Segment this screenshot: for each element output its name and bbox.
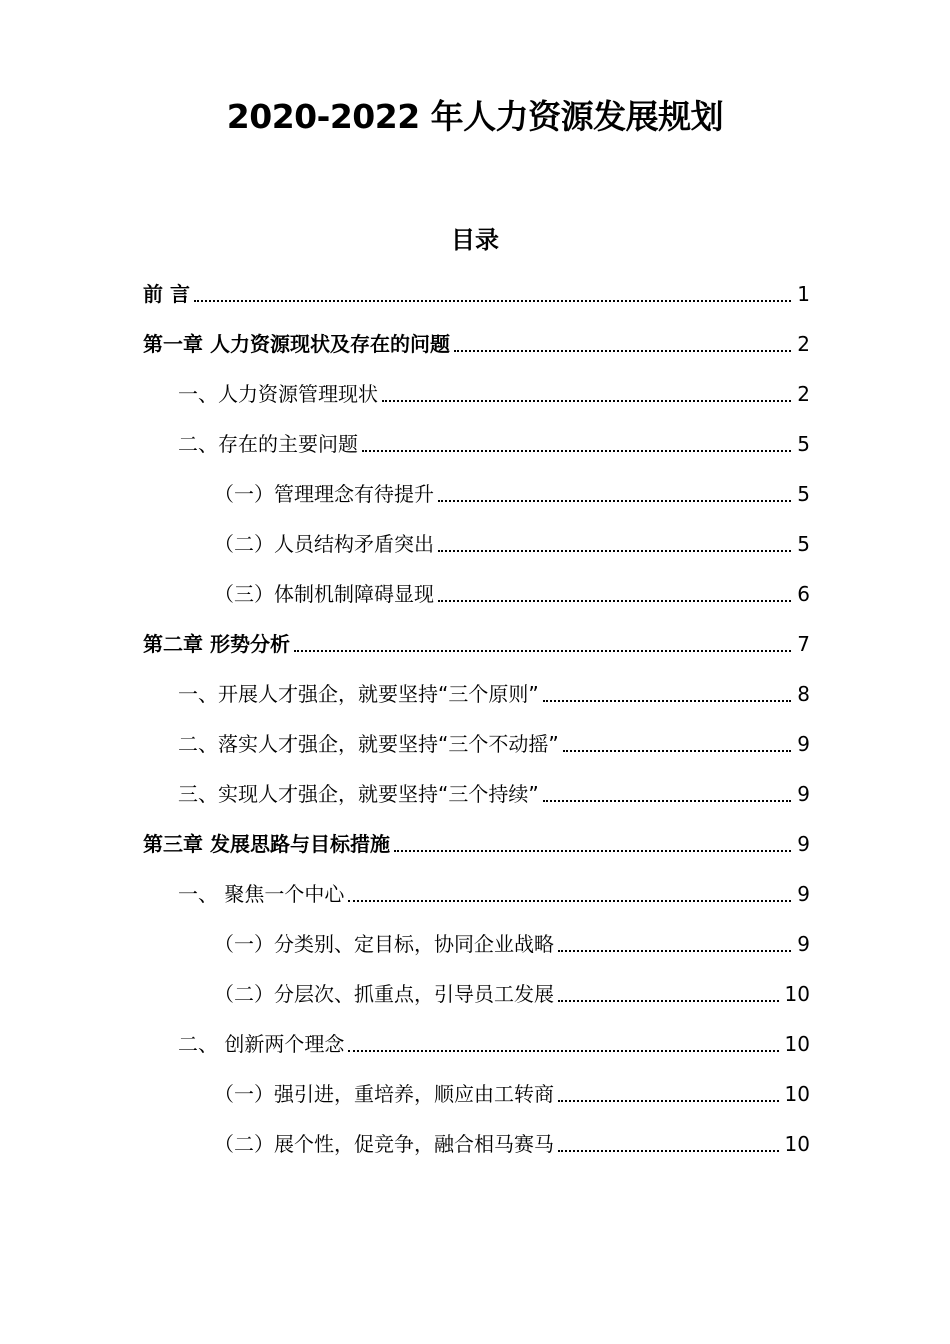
dot-leader	[558, 950, 791, 952]
toc-entry[interactable]	[143, 270, 810, 310]
toc-entry-page: 7	[797, 632, 810, 656]
toc-entry-label: 一、人力资源管理现状	[178, 382, 378, 406]
toc-entry-label: 第三章 发展思路与目标措施	[143, 832, 390, 856]
toc-entry[interactable]	[143, 620, 810, 660]
toc-entry-label: （三）体制机制障碍显现	[214, 582, 434, 606]
dot-leader	[438, 550, 791, 552]
toc-entry-label: 前 言	[143, 282, 190, 306]
dot-leader	[558, 1150, 779, 1152]
toc-entry-label: 第二章 形势分析	[143, 632, 290, 656]
toc-entry[interactable]	[214, 470, 810, 510]
dot-leader	[382, 400, 791, 402]
toc-entry-page: 9	[797, 732, 810, 756]
toc-entry[interactable]	[178, 770, 810, 810]
toc-entry[interactable]	[214, 520, 810, 560]
toc-entry[interactable]	[214, 920, 810, 960]
toc-entry-label: （一）强引进，重培养，顺应由工转商	[214, 1082, 554, 1106]
dot-leader	[563, 750, 792, 752]
toc-entry-label: 三、实现人才强企，就要坚持“三个持续”	[178, 782, 539, 806]
toc-entry[interactable]	[214, 970, 810, 1010]
dot-leader	[348, 900, 791, 902]
toc-entry-label: 二、落实人才强企，就要坚持“三个不动摇”	[178, 732, 559, 756]
dot-leader	[558, 1000, 779, 1002]
dot-leader	[348, 1050, 778, 1052]
toc-entry-label: 二、 创新两个理念	[178, 1032, 345, 1056]
toc-entry[interactable]	[143, 820, 810, 860]
toc-entry-page: 5	[797, 532, 810, 556]
toc-entry-page: 1	[797, 282, 810, 306]
toc-heading: 目录	[451, 226, 499, 254]
toc-entry-page: 9	[797, 782, 810, 806]
dot-leader	[362, 450, 791, 452]
toc-entry-page: 10	[784, 1082, 810, 1106]
toc-entry[interactable]	[178, 670, 810, 710]
toc-entry[interactable]	[178, 720, 810, 760]
toc-entry-page: 5	[797, 482, 810, 506]
toc-entry-label: （一）管理理念有待提升	[214, 482, 434, 506]
toc-entry-label: （二）人员结构矛盾突出	[214, 532, 434, 556]
toc-entry-page: 10	[784, 1032, 810, 1056]
toc-entry-page: 9	[797, 932, 810, 956]
toc-entry-label: 第一章 人力资源现状及存在的问题	[143, 332, 450, 356]
toc-entry[interactable]	[178, 870, 810, 910]
dot-leader	[543, 700, 792, 702]
toc-entry-page: 8	[797, 682, 810, 706]
toc-entry[interactable]	[214, 570, 810, 610]
toc-entry-label: 二、存在的主要问题	[178, 432, 358, 456]
toc-entry[interactable]	[178, 420, 810, 460]
toc-entry-page: 10	[784, 982, 810, 1006]
toc-entry-label: （二）分层次、抓重点，引导员工发展	[214, 982, 554, 1006]
toc-entry[interactable]	[214, 1070, 810, 1110]
toc-entry[interactable]	[214, 1120, 810, 1160]
dot-leader	[558, 1100, 779, 1102]
toc-entry[interactable]	[178, 370, 810, 410]
toc-entry-page: 9	[797, 882, 810, 906]
dot-leader	[294, 650, 791, 652]
toc-entry-page: 9	[797, 832, 810, 856]
dot-leader	[543, 800, 792, 802]
dot-leader	[438, 600, 791, 602]
toc-entry[interactable]	[178, 1020, 810, 1060]
toc-entry-page: 5	[797, 432, 810, 456]
toc-entry[interactable]	[143, 320, 810, 360]
toc-entry-label: 一、开展人才强企，就要坚持“三个原则”	[178, 682, 539, 706]
toc-entry-label: （二）展个性，促竞争，融合相马赛马	[214, 1132, 554, 1156]
toc-entry-page: 6	[797, 582, 810, 606]
toc-entry-page: 2	[797, 382, 810, 406]
toc-entry-page: 10	[784, 1132, 810, 1156]
toc-entry-page: 2	[797, 332, 810, 356]
document-title: 2020-2022 年人力资源发展规划	[226, 97, 724, 136]
dot-leader	[438, 500, 791, 502]
dot-leader	[394, 850, 791, 852]
dot-leader	[454, 350, 791, 352]
toc-entry-label: （一）分类别、定目标，协同企业战略	[214, 932, 554, 956]
toc-entry-label: 一、 聚焦一个中心	[178, 882, 345, 906]
dot-leader	[194, 300, 791, 302]
